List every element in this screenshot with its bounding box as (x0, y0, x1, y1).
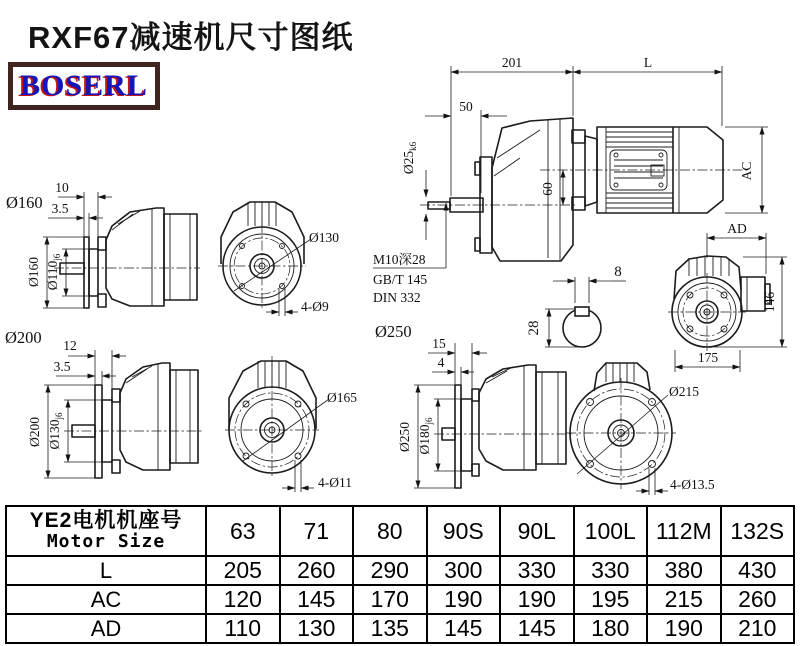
flange-160-rim-label: 3.5 (51, 201, 69, 216)
bolt-circle-130-label: Ø130 (309, 230, 339, 245)
table-cell: 380 (647, 556, 721, 585)
holes-4x13-5-label: 4-Ø13.5 (670, 477, 715, 492)
dimension-table (5, 505, 795, 644)
table-cell: 190 (427, 585, 501, 614)
dim-201-label: 201 (501, 55, 523, 70)
table-cell: 145 (280, 585, 354, 614)
column-header: 90L (500, 506, 574, 556)
holes-4x9-label: 4-Ø9 (301, 299, 329, 314)
std-din-label: DIN 332 (373, 290, 421, 305)
key-section-drawing (526, 264, 626, 347)
flange-250-title: Ø250 (375, 322, 412, 341)
bolt-circle-215-label: Ø215 (669, 384, 699, 399)
holes-4x11-label: 4-Ø11 (318, 475, 352, 490)
flange-250-rim-label: 4 (437, 355, 445, 370)
table-cell: 330 (500, 556, 574, 585)
axis-offset-60-label: 60 (540, 182, 555, 196)
bolt-circle-165-label: Ø165 (327, 390, 357, 405)
flange-160-depth-label: 10 (55, 180, 69, 195)
table-row-ac (6, 585, 794, 614)
flange-160-title: Ø160 (6, 193, 43, 212)
table-cell: 190 (500, 585, 574, 614)
table-cell: 120 (206, 585, 280, 614)
flange-200-rim-label: 3.5 (53, 359, 71, 374)
table-cell: 260 (721, 585, 795, 614)
key-depth-label: 28 (526, 320, 542, 336)
flange-250-side-view (375, 322, 572, 488)
table-cell: 135 (353, 614, 427, 643)
page-title: RXF67减速机尺寸图纸 (28, 20, 354, 55)
side-view-drawing (373, 55, 768, 305)
dim-50-label: 50 (459, 99, 473, 114)
flange-200-spigot-label: $Ø130_{j6}$ (47, 412, 64, 450)
table-cell: 330 (574, 556, 648, 585)
rear-view-drawing (668, 221, 787, 372)
dim-ad-label: AD (727, 221, 747, 236)
table-row-ad (6, 614, 794, 643)
flange-160-dia-label: Ø160 (26, 257, 41, 287)
row-label: AC (6, 585, 206, 614)
table-cell: 290 (353, 556, 427, 585)
flange-250-spigot-label: $Ø180_{j6}$ (417, 417, 434, 455)
flange-250-dia-label: Ø250 (397, 422, 412, 452)
motor-size-label-cn: YE2电机机座号 (29, 509, 183, 533)
table-cell: 110 (206, 614, 280, 643)
table-header-motor-size (6, 506, 206, 556)
std-gb-label: GB/T 145 (373, 272, 428, 287)
boserl-logo-text: BOSERL (20, 69, 148, 102)
table-cell: 170 (353, 585, 427, 614)
table-cell: 205 (206, 556, 280, 585)
column-header: 80 (353, 506, 427, 556)
column-header: 112M (647, 506, 721, 556)
front-view-215 (566, 363, 715, 495)
table-cell: 210 (721, 614, 795, 643)
front-view-130 (218, 202, 339, 316)
flange-200-title: Ø200 (5, 328, 42, 347)
table-cell: 145 (427, 614, 501, 643)
table-cell: 300 (427, 556, 501, 585)
table-cell: 260 (280, 556, 354, 585)
dim-146-label: 146 (762, 291, 777, 313)
flange-200-dia-label: Ø200 (27, 417, 42, 447)
tap-note-label: M10深28 (373, 252, 426, 267)
table-cell: 130 (280, 614, 354, 643)
key-width-label: 8 (614, 264, 622, 280)
shaft-diameter-label: $Ø25_{k6}$ (401, 141, 418, 175)
column-header: 132S (721, 506, 795, 556)
dim-ac-label: AC (739, 161, 754, 181)
table-row-l (6, 556, 794, 585)
column-header: 100L (574, 506, 648, 556)
front-view-165 (225, 356, 357, 492)
dim-175-label: 175 (697, 350, 719, 365)
column-header: 63 (206, 506, 280, 556)
column-header: 90S (427, 506, 501, 556)
dim-l-label: L (643, 55, 653, 70)
flange-160-spigot-label: $Ø110_{j6}$ (45, 253, 62, 291)
flange-200-depth-label: 12 (63, 338, 77, 353)
row-label: L (6, 556, 206, 585)
flange-250-depth-label: 15 (432, 336, 446, 351)
table-cell: 145 (500, 614, 574, 643)
table-cell: 195 (574, 585, 648, 614)
table-cell: 190 (647, 614, 721, 643)
table-cell: 180 (574, 614, 648, 643)
column-header: 71 (280, 506, 354, 556)
table-cell: 430 (721, 556, 795, 585)
motor-size-label-en: Motor Size (46, 531, 166, 553)
flange-200-side-view (5, 328, 202, 478)
row-label: AD (6, 614, 206, 643)
flange-160-side-view (6, 180, 200, 308)
table-cell: 215 (647, 585, 721, 614)
